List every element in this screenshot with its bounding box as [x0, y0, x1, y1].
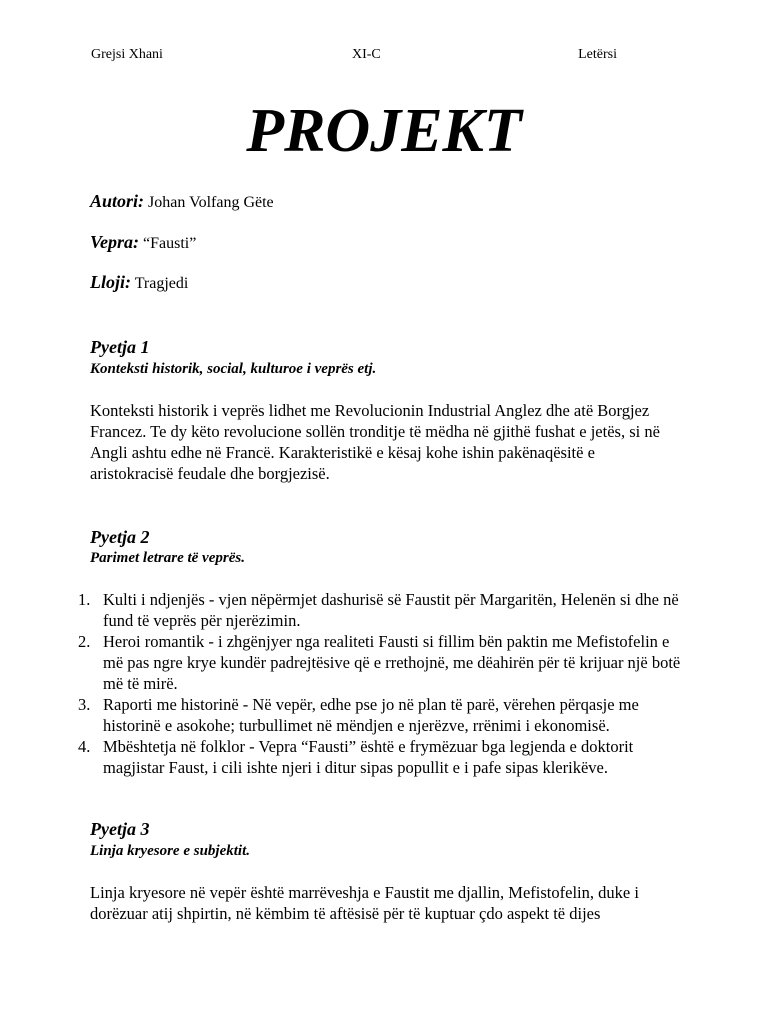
question-1-paragraph: Konteksti historik i veprës lidhet me Revolucionin Industrial Anglez dhe atë Borgjez Francez. Te dy këto revolucione sollën tronditje të mëdha në gjithë fushat e jetës, si në Angli ashtu edhe në Francë. Karakteristikë e kësaj kohe ishin pakënaqësitë e aristokracisë feudale dhe borgjezisë. [90, 401, 660, 483]
question-3-title: Pyetja 3 [90, 819, 150, 839]
question-2-title: Pyetja 2 [90, 527, 150, 547]
question-2-subtitle: Parimet letrare të veprës. [90, 550, 245, 566]
question-3-body [90, 882, 680, 924]
list-item-text: Heroi romantik - i zhgënjyer nga realiteti Fausti si fillim bën paktin me Mefistofelin e më pas ngre krye kundër padrejtësive që e rrethojnë, me dëahirën për të krijuar një botë më të mirë. [103, 632, 681, 693]
list-item-text: Raporti me historinë - Në vepër, edhe pse jo në plan të parë, vërehen përqasje me historinë e asokohe; turbullimet në mëndjen e njerëzve, rrënimi i ekonomisë. [103, 695, 639, 735]
header-class: XI-C [352, 47, 381, 62]
list-item [78, 589, 690, 631]
page-header [91, 47, 617, 65]
meta-vepra-label: Vepra: [90, 232, 139, 252]
list-item-number: 3. [78, 695, 91, 714]
meta-vepra [90, 231, 196, 255]
meta-lloji [90, 271, 188, 295]
question-3-paragraph: Linja kryesore në vepër është marrëveshja e Faustit me djallin, Mefistofelin, duke i dorëzuar atij shpirtin, në këmbim të aftësisë për të kuptuar çdo aspekt të dijes [90, 883, 639, 923]
list-item-number: 2. [78, 632, 91, 651]
meta-autori-label: Autori: [90, 191, 145, 211]
meta-lloji-label: Lloji: [90, 272, 131, 292]
list-item [78, 694, 690, 736]
meta-autori [90, 190, 274, 214]
list-item-number: 4. [78, 737, 91, 756]
question-1-subtitle: Konteksti historik, social, kulturoe i veprës etj. [90, 361, 377, 377]
question-2-list [78, 589, 690, 778]
list-item [78, 631, 690, 694]
question-1-title: Pyetja 1 [90, 337, 150, 357]
list-item-text: Kulti i ndjenjës - vjen nëpërmjet dashurisë së Faustit për Margaritën, Helenën si dhe në fund të veprës për njerëzimin. [103, 590, 679, 630]
page-title: PROJEKT [246, 97, 522, 165]
meta-lloji-value: Tragjedi [131, 275, 189, 292]
header-subject: Letërsi [578, 47, 617, 62]
header-author: Grejsi Xhani [91, 47, 163, 62]
question-1-body [90, 400, 680, 484]
meta-vepra-value: “Fausti” [139, 235, 197, 252]
list-item [78, 736, 690, 778]
question-3-subtitle: Linja kryesore e subjektit. [90, 843, 250, 859]
list-item-number: 1. [78, 590, 91, 609]
meta-autori-value: Johan Volfang Gëte [144, 194, 274, 211]
list-item-text: Mbështetja në folklor - Vepra “Fausti” është e frymëzuar bga legjenda e doktorit magjistar Faust, i cili ishte njeri i ditur sipas popullit e i pafe sipas klerikëve. [103, 737, 634, 777]
